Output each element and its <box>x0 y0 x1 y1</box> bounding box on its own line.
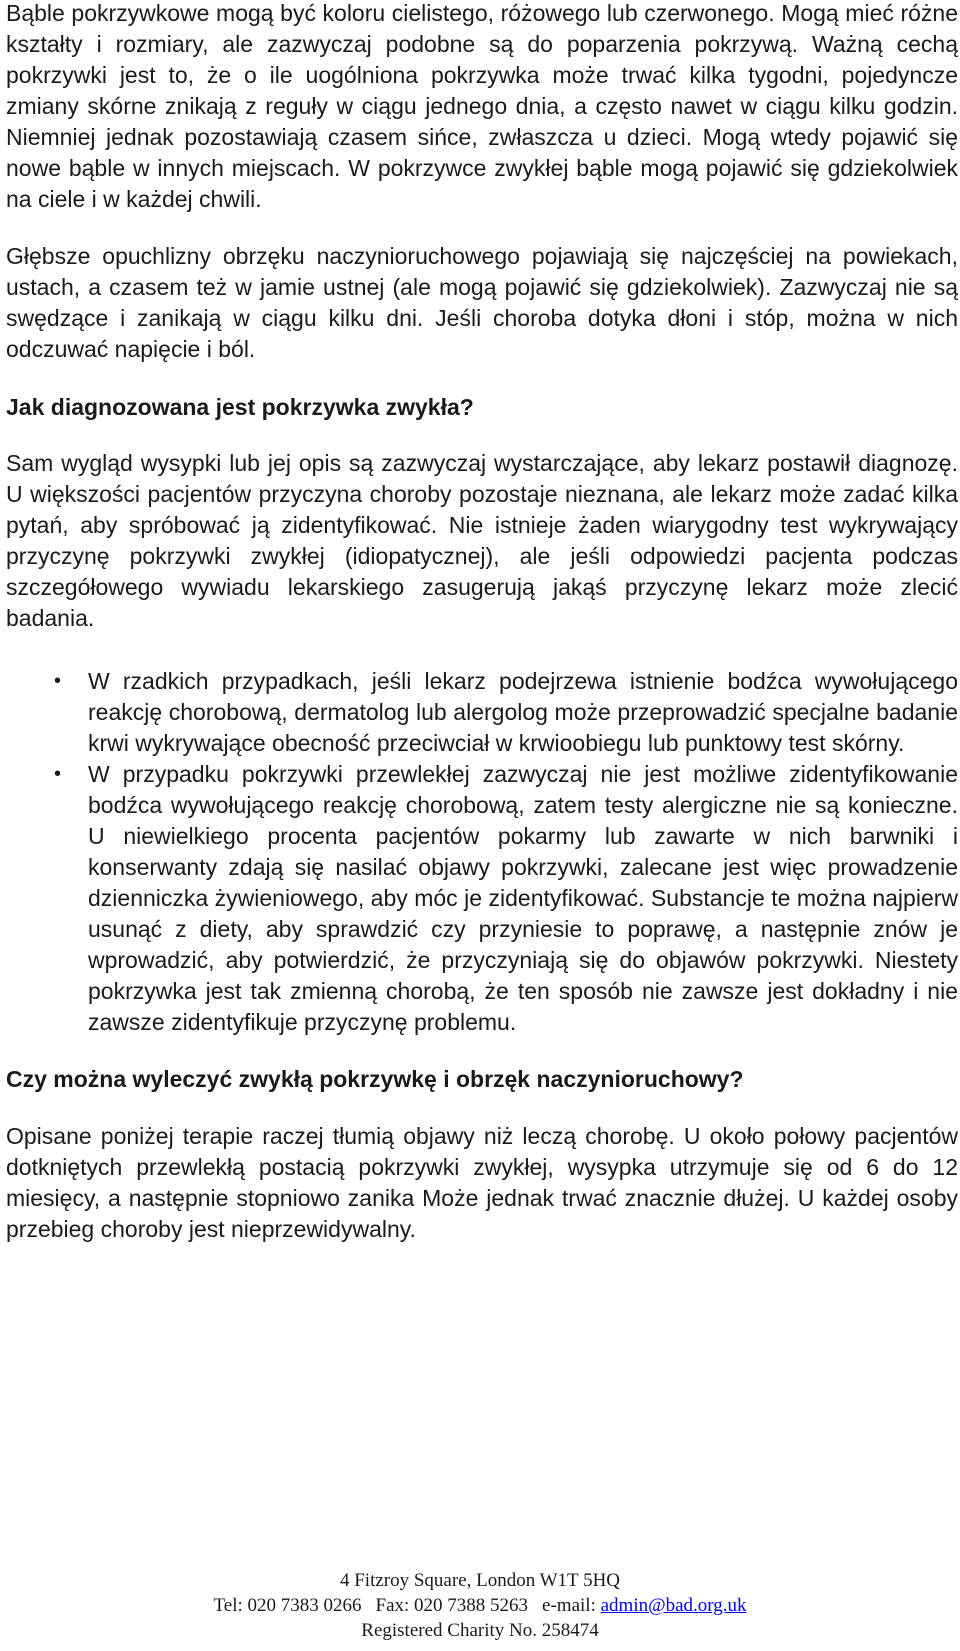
list-item-text: W przypadku pokrzywki przewlekłej zazwyczaj nie jest możliwe zidentyfikowanie bodźca wywołującego reakcję chorobową, zatem testy alergiczne nie są konieczne. U niewielkiego procenta pacjentów pokarmy lub zawarte w nich barwniki i konserwanty zdają się nasilać objawy pokrzywki, zalecane jest więc prowadzenie dzienniczka żywieniowego, aby móc je zidentyfikować. Substancje te można najpierw usunąć z diety, aby sprawdzić czy przyniesie to poprawę, a następnie znów je wprowadzić, aby potwierdzić, że przyczyniają się do objawów pokrzywki. Niestety pokrzywka jest tak zmienną chorobą, że ten sposób nie zawsze jest dokładny i nie zawsze zidentyfikuje przyczynę problemu. <box>88 761 958 1035</box>
footer-contact-line <box>0 1593 960 1618</box>
diagnosis-paragraph: Sam wygląd wysypki lub jej opis są zazwyczaj wystarczające, aby lekarz postawił diagnozę. U większości pacjentów przyczyna choroby pozostaje nieznana, ale lekarz może zadać kilka pytań, aby spróbować ją zidentyfikować. Nie istnieje żaden wiarygodny test wykrywający przyczynę pokrzywki zwykłej (idiopatycznej), ale jeśli odpowiedzi pacjenta podczas szczegółowego wywiadu lekarskiego zasugerują jakąś przyczynę lekarz może zlecić badania. <box>6 450 958 631</box>
bullet-icon: • <box>54 763 62 785</box>
footer-tel: Tel: 020 7383 0266 <box>213 1595 362 1616</box>
document-page <box>6 0 958 1245</box>
diagnosis-heading: Jak diagnozowana jest pokrzywka zwykła? <box>6 394 474 420</box>
cure-heading: Czy można wyleczyć zwykłą pokrzywkę i obrzęk naczynioruchowy? <box>6 1066 744 1092</box>
footer-fax: Fax: 020 7388 5263 <box>375 1595 529 1616</box>
diagnosis-bullet-list <box>6 666 958 1038</box>
footer-email-link[interactable]: admin@bad.org.uk <box>600 1595 747 1616</box>
footer-charity-number: Registered Charity No. 258474 <box>361 1620 599 1641</box>
intro-paragraph: Bąble pokrzywkowe mogą być koloru cielistego, różowego lub czerwonego. Mogą mieć różne kształty i rozmiary, ale zazwyczaj podobne są do poparzenia pokrzywą. Ważną cechą pokrzywki jest to, że o ile uogólniona pokrzywka może trwać kilka tygodni, pojedyncze zmiany skórne znikają z reguły w ciągu jednego dnia, a często nawet w ciągu kilku godzin. Niemniej jednak pozostawiają czasem sińce, zwłaszcza u dzieci. Mogą wtedy pojawić się nowe bąble w innych miejscach. W pokrzywce zwykłej bąble mogą pojawić się gdziekolwiek na ciele i w każdej chwili. <box>6 0 958 212</box>
list-item <box>6 759 958 1038</box>
footer-address: 4 Fitzroy Square, London W1T 5HQ <box>339 1570 621 1591</box>
list-item-text: W rzadkich przypadkach, jeśli lekarz podejrzewa istnienie bodźca wywołującego reakcję chorobową, dermatolog lub alergolog może przeprowadzić specjalne badanie krwi wykrywające obecność przeciwciał w krwioobiegu lub punktowy test skórny. <box>88 668 958 756</box>
cure-paragraph: Opisane poniżej terapie raczej tłumią objawy niż leczą chorobę. U około połowy pacjentów dotkniętych przewlekłą postacią pokrzywki zwykłej, wysypka utrzymuje się od 6 do 12 miesięcy, a następnie stopniowo zanika Może jednak trwać znacznie dłużej. U każdej osoby przebieg choroby jest nieprzewidywalny. <box>6 1123 958 1242</box>
bullet-icon: • <box>54 670 62 692</box>
angioedema-paragraph: Głębsze opuchlizny obrzęku naczynioruchowego pojawiają się najczęściej na powiekach, ustach, a czasem też w jamie ustnej (ale mogą pojawić się gdziekolwiek). Zazwyczaj nie są swędzące i zanikają w ciągu kilku dni. Jeśli choroba dotyka dłoni i stóp, można w nich odczuwać napięcie i ból. <box>6 243 958 362</box>
page-footer <box>0 1568 960 1643</box>
footer-email-label: e-mail: <box>542 1595 596 1616</box>
list-item <box>6 666 958 759</box>
